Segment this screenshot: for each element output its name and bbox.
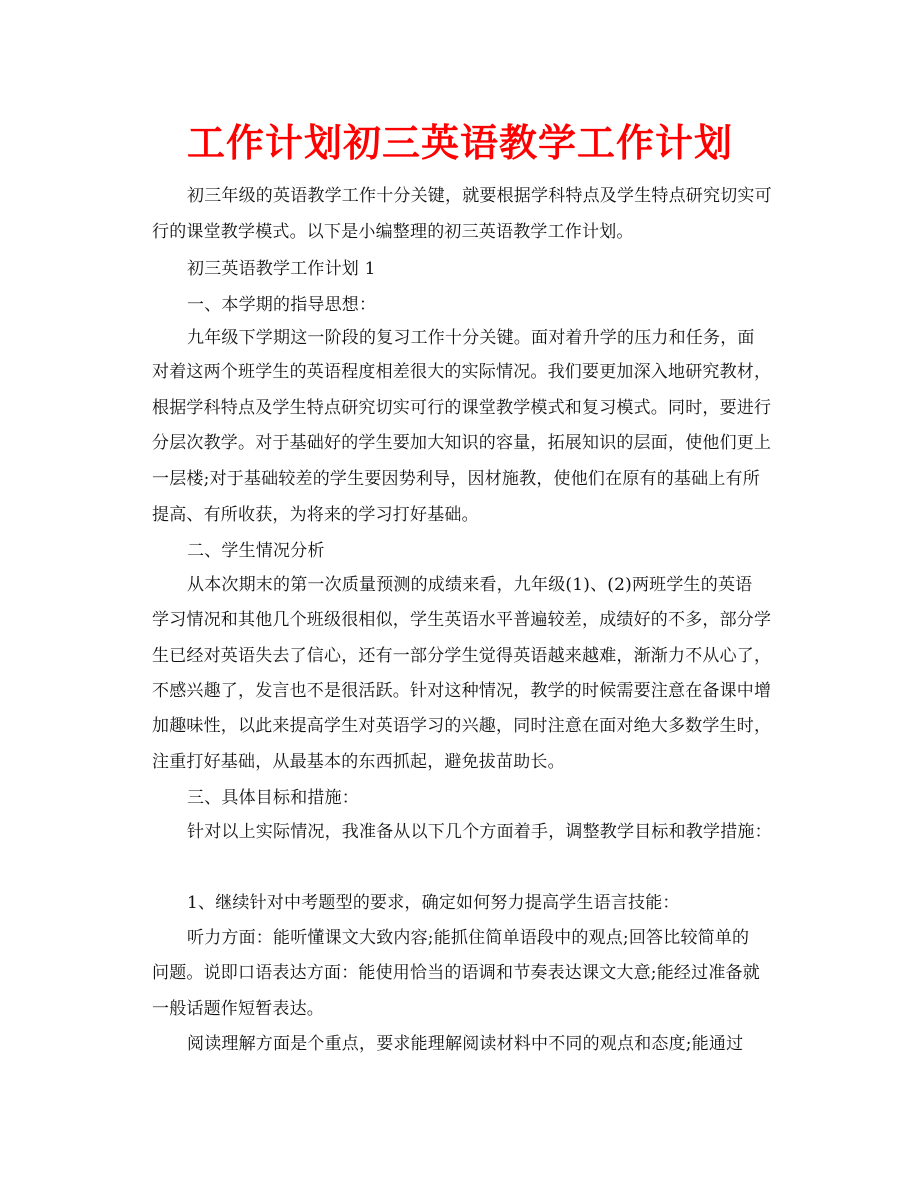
paragraph-line: 分层次教学。对于基础好的学生要加大知识的容量，拓展知识的层面，使他们更上: [152, 433, 772, 453]
section-heading: 一、本学期的指导思想：: [187, 295, 377, 315]
paragraph-line: 注重打好基础，从最基本的东西抓起，避免拔苗助长。: [152, 752, 565, 772]
section-heading: 初三英语教学工作计划 1: [187, 259, 376, 279]
paragraph-line: 对着这两个班学生的英语程度相差很大的实际情况。我们要更加深入地研究教材，: [152, 362, 772, 382]
paragraph-line: 提高、有所收获，为将来的学习打好基础。: [152, 505, 479, 525]
paragraph-line: 根据学科特点及学生特点研究切实可行的课堂教学模式和复习模式。同时，要进行: [152, 398, 772, 418]
section-heading: 二、学生情况分析: [187, 541, 325, 561]
paragraph-line: 九年级下学期这一阶段的复习工作十分关键。面对着升学的压力和任务，面: [187, 328, 755, 348]
paragraph-line: 听力方面：能听懂课文大致内容;能抓住简单语段中的观点;回答比较简单的: [187, 928, 750, 948]
section-heading: 三、具体目标和措施：: [187, 788, 359, 808]
paragraph-line: 阅读理解方面是个重点，要求能理解阅读材料中不同的观点和态度;能通过: [187, 1034, 744, 1054]
paragraph-line: 针对以上实际情况，我准备从以下几个方面着手，调整教学目标和教学措施：: [187, 822, 772, 842]
paragraph-line: 加趣味性，以此来提高学生对英语学习的兴趣，同时注意在面对绝大多数学生时，: [152, 716, 772, 736]
paragraph-line: 初三年级的英语教学工作十分关键，就要根据学科特点及学生特点研究切实可: [187, 186, 772, 206]
paragraph-line: 从本次期末的第一次质量预测的成绩来看，九年级(1)、(2)两班学生的英语: [187, 575, 753, 595]
paragraph-line: 行的课堂教学模式。以下是小编整理的初三英语教学工作计划。: [152, 222, 634, 242]
paragraph-line: 一层楼;对于基础较差的学生要因势利导，因材施教，使他们在原有的基础上有所: [152, 469, 760, 489]
paragraph-line: 学习情况和其他几个班级很相似，学生英语水平普遍较差，成绩好的不多，部分学: [152, 610, 772, 630]
paragraph-line: 不感兴趣了，发言也不是很活跃。针对这种情况，教学的时候需要注意在备课中增: [152, 681, 772, 701]
paragraph-line: 生已经对英语失去了信心，还有一部分学生觉得英语越来越难，渐渐力不从心了，: [152, 646, 772, 666]
paragraph-line: 1、继续针对中考题型的要求，确定如何努力提高学生语言技能：: [187, 893, 680, 913]
paragraph-line: 问题。说即口语表达方面：能使用恰当的语调和节奏表达课文大意;能经过准备就: [152, 963, 760, 983]
document-title: 工作计划初三英语教学工作计划: [186, 121, 733, 165]
paragraph-line: 一般话题作短暂表达。: [152, 999, 324, 1019]
